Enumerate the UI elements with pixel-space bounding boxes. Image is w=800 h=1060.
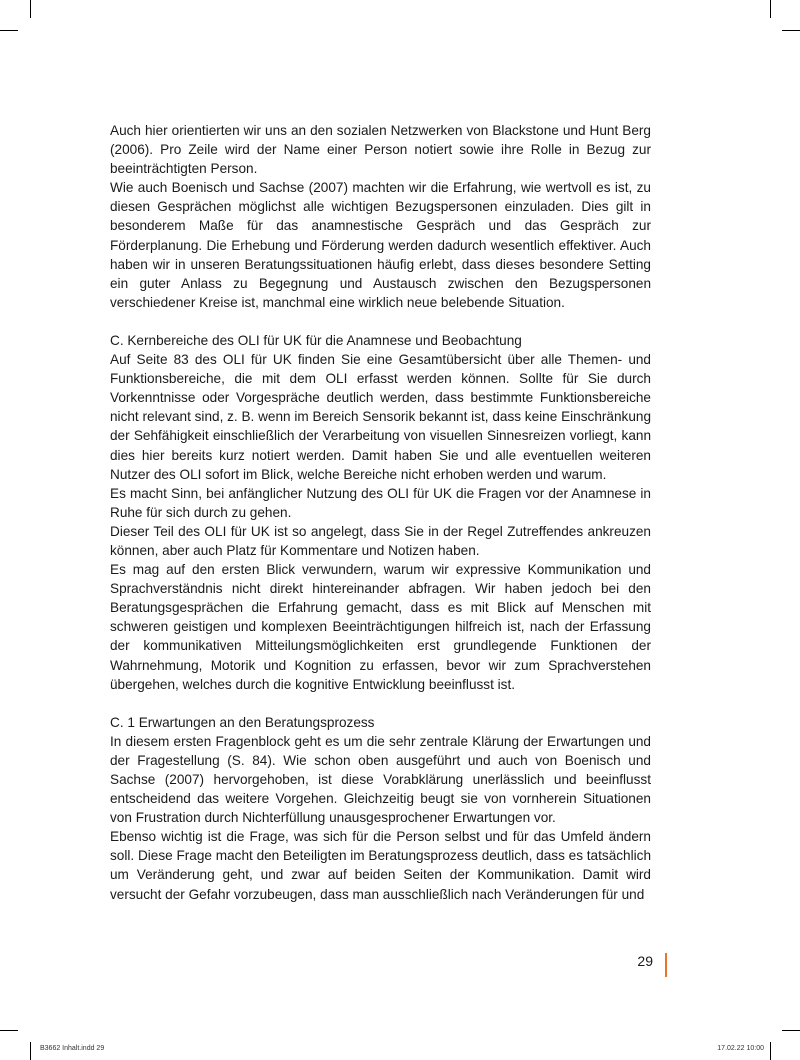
section-heading-c: C. Kernbereiche des OLI für UK für die Anamnese und Beobachtung	[110, 332, 522, 348]
paragraph-reference-persons: Wie auch Boenisch und Sachse (2007) machten wir die Erfahrung, wie wertvoll es ist, zu diesen Gesprächen möglichst alle wichtigen Bezugspersonen einzuladen. Dies gilt in besonderem Maße für das anamnestische Gespräch und das Gespräch zur Förderplanung. Die Erhebung und Förderung werden dadurch wesentlich effektiver. Auch haben wir in unseren Beratungssituationen häufig erlebt, dass dieses besondere Setting ein guter Anlass zu Begegnung und Austausch zwischen den Bezugspersonen verschiedener Kreise ist, manchmal eine wirklich neue belebende Situation.	[110, 180, 651, 310]
paragraph-expectations: In diesem ersten Fragenblock geht es um die sehr zentrale Klärung der Erwartungen und der Fragestellung (S. 84). Wie schon oben ausgeführt und auch von Boenisch und Sachse (2007) hervorgehoben, ist diese Vorabklärung unerlässlich und beeinflusst entscheidend das weitere Vorgehen. Gleichzeitig beugt sie von vornherein Situationen von Frustration durch Nichterfüllung unausgesprochener Erwartungen vor.	[110, 733, 651, 826]
page-body	[110, 121, 651, 904]
crop-mark-bottom-left-h	[0, 1030, 18, 1031]
paragraph-order: Es mag auf den ersten Blick verwundern, warum wir expressive Kommunikation und Sprachverständnis nicht direkt hintereinander abfragen. Wir haben jedoch bei den Beratungsgesprächen die Erfahrung gemacht, dass es mit Blick auf Menschen mit schweren geistigen und komplexen Beeinträchtigungen hilfreich ist, nach der Erfassung der kommunikativen Mitteilungsmöglichkeiten erst grundlegende Funktionen der Wahrnehmung, Motorik und Kognition zu erfassen, bevor wir zum Sprachverstehen übergehen, welches durch die kognitive Entwicklung beeinflusst ist.	[110, 562, 651, 692]
paragraph-change: Ebenso wichtig ist die Frage, was sich für die Person selbst und für das Umfeld ändern soll. Diese Frage macht den Beteiligten im Beratungsprozess deutlich, dass es tatsächlich um Veränderung geht, und zwar auf beiden Seiten der Kommunikation. Damit wird versucht der Gefahr vorzubeugen, dass man ausschließlich nach Veränderungen für und	[110, 829, 652, 902]
crop-mark-bottom-left-v	[30, 1042, 31, 1060]
paragraph-gap	[110, 312, 651, 331]
crop-mark-bottom-right-h	[782, 1030, 800, 1031]
print-slug-date: 17.02.22 10:00	[717, 1045, 764, 1052]
paragraph-overview: Auf Seite 83 des OLI für UK finden Sie eine Gesamtübersicht über alle Themen- und Funktionsbereiche, die mit dem OLI erfasst werden können. Sollte für Sie durch Vorkenntnisse oder Vorgespräche deutlich werden, dass bestimmte Funktionsbereiche nicht relevant sind, z. B. wenn im Bereich Sensorik bekannt ist, dass keine Einschränkung der Sehfähigkeit einschließlich der Verarbeitung von visuellen Sinnesreizen vorliegt, kann dies hier bereits kurz notiert werden. Damit haben Sie und alle eventuellen weiteren Nutzer des OLI sofort im Blick, welche Bereiche nicht erhoben werden und warum.	[110, 352, 652, 482]
paragraph-network: Auch hier orientierten wir uns an den sozialen Netzwerken von Blackstone und Hunt Berg (2006). Pro Zeile wird der Name einer Person notiert sowie ihre Rolle in Bezug zur beeinträchtigten Person.	[110, 123, 651, 177]
section-heading-c1: C. 1 Erwartungen an den Beratungsprozess	[110, 714, 375, 730]
page-number-accent-bar	[665, 953, 667, 977]
paragraph-usage: Es macht Sinn, bei anfänglicher Nutzung des OLI für UK die Fragen vor der Anamnese in Ruhe für sich durch zu gehen.	[110, 485, 651, 520]
crop-mark-top-right-h	[782, 30, 800, 31]
print-slug-file: B3662 Inhalt.indd 29	[40, 1045, 105, 1052]
paragraph-gap	[110, 694, 651, 713]
crop-mark-bottom-right-v	[770, 1042, 771, 1060]
crop-mark-top-right-v	[770, 0, 771, 18]
page-number: 29	[637, 953, 653, 969]
paragraph-checkboxes: Dieser Teil des OLI für UK ist so angelegt, dass Sie in der Regel Zutreffendes ankreuzen können, aber auch Platz für Kommentare und Notizen haben.	[110, 523, 651, 558]
crop-mark-top-left-v	[30, 0, 31, 18]
crop-mark-top-left-h	[0, 30, 18, 31]
